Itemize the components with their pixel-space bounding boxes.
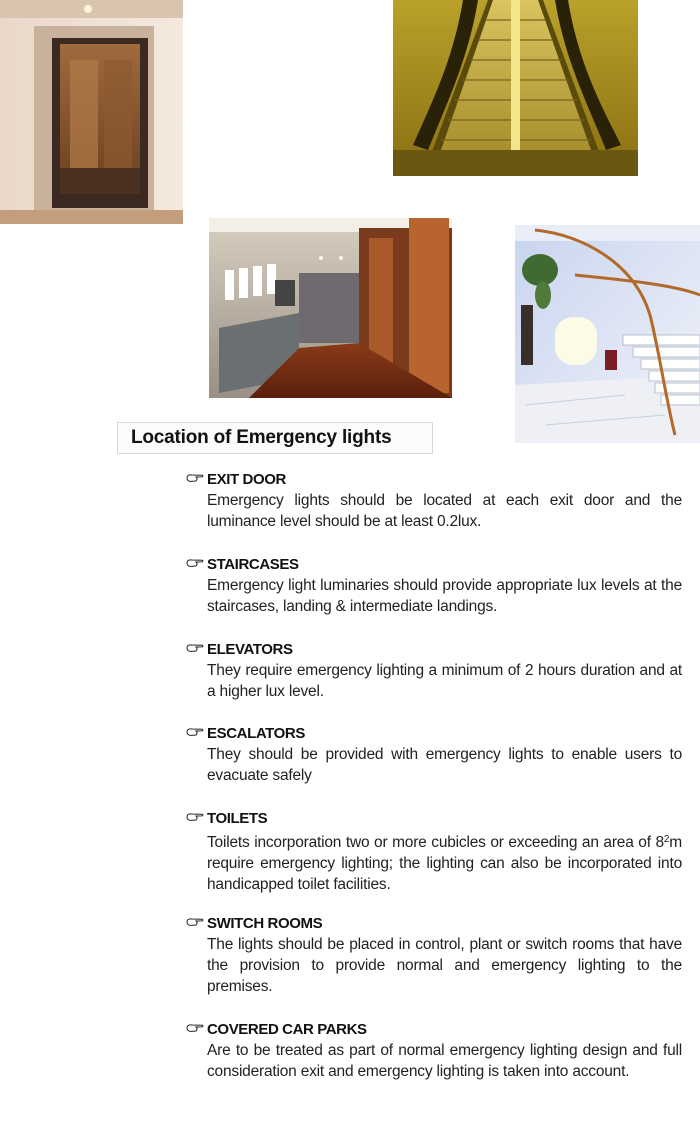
staircases-title: STAIRCASES	[207, 556, 299, 573]
toilets-title: TOILETS	[207, 810, 268, 827]
elevators-section	[186, 640, 682, 702]
escalator-photo	[393, 0, 638, 176]
escalators-title: ESCALATORS	[207, 725, 305, 742]
section-title	[186, 914, 682, 934]
covered-car-parks-section	[186, 1020, 682, 1082]
pointing-hand-icon	[186, 917, 204, 927]
elevators-title: ELEVATORS	[207, 641, 293, 658]
exit-door-body: Emergency lights should be located at each exit door and the luminance level should be at least 0.2lux.	[207, 492, 682, 530]
elevator-photo	[0, 0, 183, 224]
section-title	[186, 640, 682, 660]
elevators-body: They require emergency lighting a minimum of 2 hours duration and at a higher lux level.	[207, 662, 682, 700]
section-title	[186, 809, 682, 829]
pointing-hand-icon	[186, 1023, 204, 1033]
section-title	[186, 470, 682, 490]
covered-car-parks-body: Are to be treated as part of normal emergency lighting design and full consideration exit and emergency lighting is taken into account.	[207, 1042, 682, 1080]
section-title	[186, 724, 682, 744]
switch-rooms-body: The lights should be placed in control, plant or switch rooms that have the provision to provide normal and emergency lighting to the premises.	[207, 936, 682, 995]
toilets-body	[207, 829, 682, 895]
covered-car-parks-title: COVERED CAR PARKS	[207, 1021, 367, 1038]
pointing-hand-icon	[186, 473, 204, 483]
exit-door-title: EXIT DOOR	[207, 471, 286, 488]
staircases-section	[186, 555, 682, 617]
section-heading-text: Location of Emergency lights	[131, 427, 392, 448]
pointing-hand-icon	[186, 812, 204, 822]
toilets-body-sup: 2	[663, 834, 670, 845]
toilets-body-after: m require emergency lighting; the lighting can also be incorporated into handicapped toilet facilities.	[207, 834, 682, 893]
staircases-body: Emergency light luminaries should provide appropriate lux levels at the staircases, landing & intermediate landings.	[207, 577, 682, 615]
section-title	[186, 1020, 682, 1040]
escalators-section	[186, 724, 682, 786]
pointing-hand-icon	[186, 643, 204, 653]
exit-door-section	[186, 470, 682, 532]
staircase-photo	[515, 225, 700, 443]
toilets-body-before: Toilets incorporation two or more cubicles or exceeding an area of 8	[207, 834, 664, 851]
pointing-hand-icon	[186, 558, 204, 568]
switch-rooms-section	[186, 914, 682, 997]
section-heading	[117, 422, 433, 454]
pointing-hand-icon	[186, 727, 204, 737]
section-title	[186, 555, 682, 575]
toilets-section	[186, 809, 682, 895]
switch-rooms-title: SWITCH ROOMS	[207, 915, 323, 932]
toilet-photo	[209, 218, 452, 398]
escalators-body: They should be provided with emergency lights to enable users to evacuate safely	[207, 746, 682, 784]
